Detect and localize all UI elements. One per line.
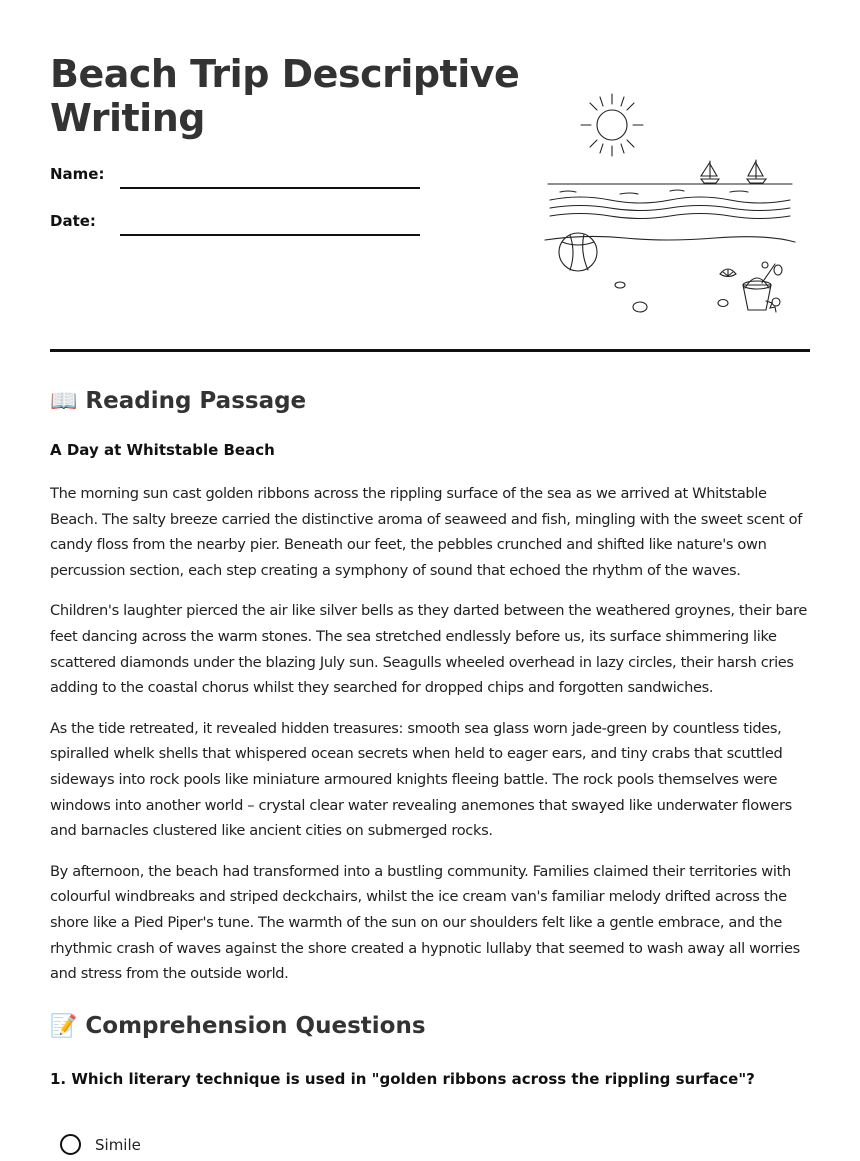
- beach-ball-icon: [559, 233, 597, 271]
- passage-paragraph: The morning sun cast golden ribbons across the rippling surface of the sea as we arrived at Whitstable Beach. The salty breeze carried the distinctive aroma of seaweed and fish, mingling with the sweet scent of candy floss from the nearby pier. Beneath our feet, the pebbles crunched and shifted like nature's own percussion section, each step creating a symphony of sound that echoed the rhythm of the waves.: [50, 485, 802, 579]
- name-field[interactable]: [120, 187, 420, 189]
- bucket-icon: [743, 262, 782, 312]
- passage-paragraph: As the tide retreated, it revealed hidden treasures: smooth sea glass worn jade-green by countless tides, spiralled whelk shells that whispered ocean secrets when held to eager ears, and tiny crabs that scuttled sideways into rock pools like miniature armoured knights fleeing battle. The rock pools themselves were windows into another world – crystal clear water revealing anemones that swayed like underwater flowers and barnacles clustered like ancient cities on submerged rocks.: [50, 719, 792, 840]
- sailboat-icon: [701, 161, 719, 183]
- sailboat-icon: [747, 160, 766, 183]
- worksheet-title: Beach Trip Descriptive Writing: [50, 52, 520, 140]
- passage-paragraph: By afternoon, the beach had transformed into a bustling community. Families claimed their territories with colourful windbreaks and striped deckchairs, whilst the ice cream van's familiar melody drifted across the shore like a Pied Piper's tune. The warmth of the sun on our shoulders felt like a gentle embrace, and the rhythmic crash of waves against the shore created a hypnotic lullaby that seemed to wash away all worries and stress from the outside world.: [50, 862, 800, 983]
- option-label: Simile: [95, 1135, 141, 1154]
- question-1: 1. Which literary technique is used in "golden ribbons across the rippling surface"?: [50, 1070, 755, 1088]
- date-label: Date:: [50, 212, 96, 230]
- passage-paragraph: Children's laughter pierced the air like silver bells as they darted between the weathered groynes, their bare feet dancing across the warm stones. The sea stretched endlessly before us, its surface shimmering like scattered diamonds under the blazing July sun. Seagulls wheeled overhead in lazy circles, their harsh cries adding to the coastal chorus whilst they searched for dropped chips and forgotten sandwiches.: [50, 602, 807, 697]
- beach-illustration: [540, 88, 810, 320]
- radio-button[interactable]: [60, 1134, 81, 1155]
- shell-icon: [720, 269, 736, 277]
- sun-icon: [581, 94, 643, 156]
- memo-icon: 📝: [50, 1013, 78, 1039]
- name-label: Name:: [50, 165, 105, 183]
- reading-passage-heading: 📖 Reading Passage: [50, 388, 307, 414]
- header-divider: [50, 349, 810, 352]
- reading-passage: [50, 481, 810, 1002]
- comprehension-heading: 📝 Comprehension Questions: [50, 1013, 426, 1039]
- answer-option-simile[interactable]: [60, 1134, 141, 1155]
- date-field[interactable]: [120, 234, 420, 236]
- open-book-icon: 📖: [50, 388, 78, 414]
- passage-title: A Day at Whitstable Beach: [50, 441, 275, 459]
